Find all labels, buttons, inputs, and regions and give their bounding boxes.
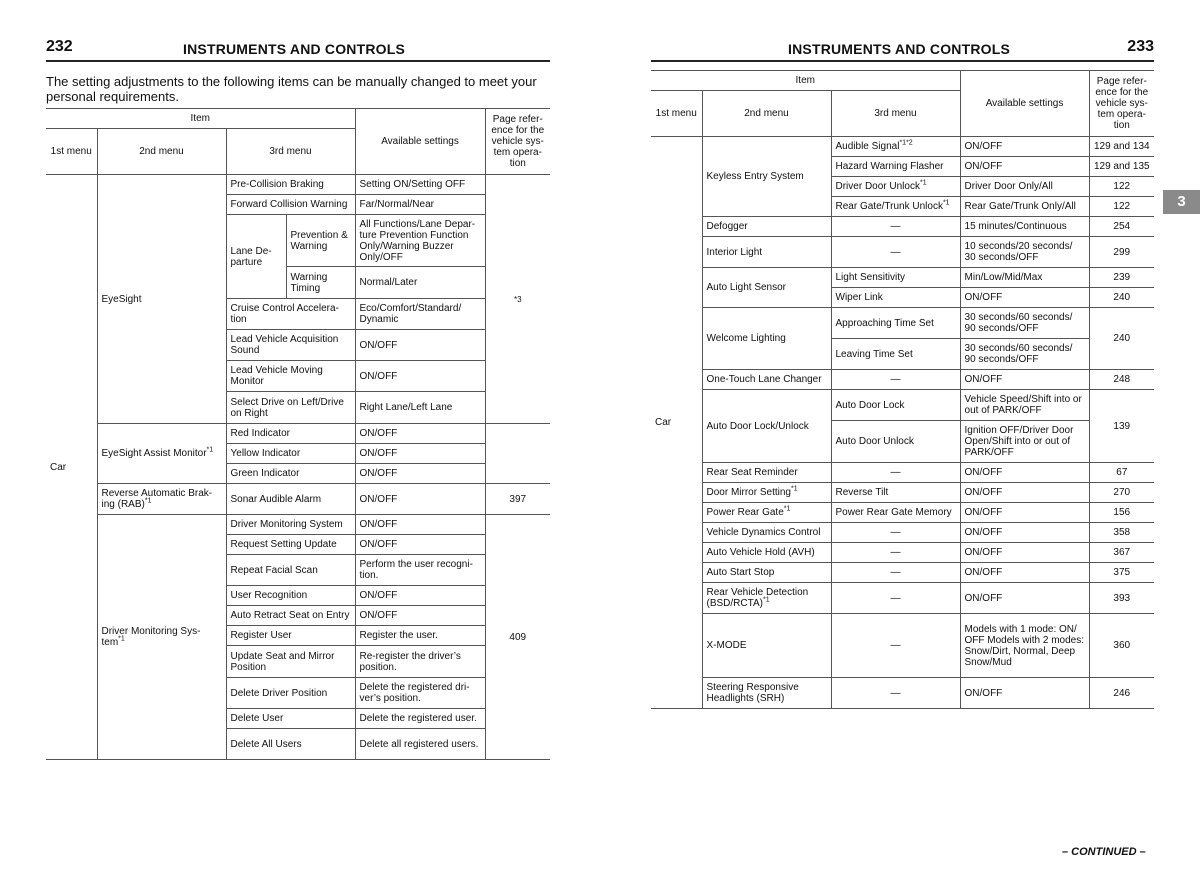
third-menu: Cruise Control Accelera-tion bbox=[226, 299, 355, 330]
second-menu: Auto Start Stop bbox=[702, 563, 831, 583]
third-menu: Leaving Time Set bbox=[831, 339, 960, 370]
third-menu: Sonar Audible Alarm bbox=[226, 484, 355, 515]
third-menu: Prevention & Warning bbox=[286, 215, 355, 267]
page-ref: 393 bbox=[1089, 583, 1154, 614]
second-menu: Interior Light bbox=[702, 237, 831, 268]
setting: ON/OFF bbox=[355, 606, 485, 626]
page-ref: 240 bbox=[1089, 288, 1154, 308]
third-menu: Forward Collision Warning bbox=[226, 195, 355, 215]
header-3rd-menu: 3rd menu bbox=[831, 91, 960, 137]
setting: ON/OFF bbox=[960, 370, 1089, 390]
third-menu: Lead Vehicle Acquisition Sound bbox=[226, 330, 355, 361]
second-menu: Auto Light Sensor bbox=[702, 268, 831, 308]
header-2nd-menu: 2nd menu bbox=[97, 129, 226, 175]
third-menu: Request Setting Update bbox=[226, 535, 355, 555]
driver-monitoring-label: Driver Monitoring Sys-tem$^{*1}$ bbox=[97, 515, 226, 760]
setting: ON/OFF bbox=[355, 424, 485, 444]
third-menu: Red Indicator bbox=[226, 424, 355, 444]
setting: Normal/Later bbox=[355, 267, 485, 299]
second-menu: Steering Responsive Headlights (SRH) bbox=[702, 678, 831, 709]
first-menu-car: Car bbox=[651, 137, 702, 709]
setting: ON/OFF bbox=[960, 503, 1089, 523]
header-settings: Available settings bbox=[960, 71, 1089, 137]
setting: 15 minutes/Continuous bbox=[960, 217, 1089, 237]
rab-page-ref: 397 bbox=[485, 484, 550, 515]
setting: 10 seconds/20 seconds/ 30 seconds/OFF bbox=[960, 237, 1089, 268]
third-menu: Repeat Facial Scan bbox=[226, 555, 355, 586]
page-ref: 367 bbox=[1089, 543, 1154, 563]
setting: Vehicle Speed/Shift into or out of PARK/OFF bbox=[960, 390, 1089, 421]
third-menu: Driver Monitoring System bbox=[226, 515, 355, 535]
setting: ON/OFF bbox=[960, 543, 1089, 563]
setting: Rear Gate/Trunk Only/All bbox=[960, 197, 1089, 217]
setting: ON/OFF bbox=[355, 444, 485, 464]
third-menu: Power Rear Gate Memory bbox=[831, 503, 960, 523]
setting: Register the user. bbox=[355, 626, 485, 646]
third-menu: Delete Driver Position bbox=[226, 678, 355, 709]
header-page-ref: Page refer-ence for the vehicle sys-tem opera-tion bbox=[485, 109, 550, 175]
third-menu: Auto Retract Seat on Entry bbox=[226, 606, 355, 626]
second-menu: Welcome Lighting bbox=[702, 308, 831, 370]
third-menu: Delete All Users bbox=[226, 729, 355, 760]
rab-label: Reverse Automatic Brak-ing (RAB)$^{*1}$ bbox=[97, 484, 226, 515]
second-menu: Auto Vehicle Hold (AVH) bbox=[702, 543, 831, 563]
page-header-left bbox=[46, 38, 550, 62]
third-menu: Yellow Indicator bbox=[226, 444, 355, 464]
driver-monitoring-page-ref: 409 bbox=[485, 515, 550, 760]
setting: ON/OFF bbox=[960, 678, 1089, 709]
page-title: INSTRUMENTS AND CONTROLS bbox=[788, 41, 1011, 57]
third-menu: Reverse Tilt bbox=[831, 483, 960, 503]
keyless-label: Keyless Entry System bbox=[702, 137, 831, 217]
assist-monitor-label: EyeSight Assist Monitor$^{*1}$ bbox=[97, 424, 226, 484]
page-ref: 239 bbox=[1089, 268, 1154, 288]
second-menu: Rear Vehicle Detection (BSD/RCTA)$^{*1}$ bbox=[702, 583, 831, 614]
setting: ON/OFF bbox=[960, 563, 1089, 583]
header-2nd-menu: 2nd menu bbox=[702, 91, 831, 137]
setting: ON/OFF bbox=[355, 586, 485, 606]
setting: Right Lane/Left Lane bbox=[355, 392, 485, 424]
section-tab: 3 bbox=[1163, 190, 1200, 214]
header-settings: Available settings bbox=[355, 109, 485, 175]
setting: Min/Low/Mid/Max bbox=[960, 268, 1089, 288]
setting: Delete the registered dri-ver’s position. bbox=[355, 678, 485, 709]
second-menu: X-MODE bbox=[702, 614, 831, 678]
setting: All Functions/Lane Depar-ture Prevention Function Only/Warning Buzzer Only/OFF bbox=[355, 215, 485, 267]
setting: Driver Door Only/All bbox=[960, 177, 1089, 197]
setting: Setting ON/Setting OFF bbox=[355, 175, 485, 195]
third-menu: — bbox=[831, 543, 960, 563]
setting: Delete all registered users. bbox=[355, 729, 485, 760]
third-menu: — bbox=[831, 463, 960, 483]
third-menu: — bbox=[831, 523, 960, 543]
setting: Perform the user recogni-tion. bbox=[355, 555, 485, 586]
setting: ON/OFF bbox=[355, 484, 485, 515]
setting: ON/OFF bbox=[960, 157, 1089, 177]
setting: ON/OFF bbox=[355, 464, 485, 484]
third-menu: Select Drive on Left/Drive on Right bbox=[226, 392, 355, 424]
setting: ON/OFF bbox=[960, 288, 1089, 308]
setting: ON/OFF bbox=[960, 463, 1089, 483]
third-menu: Lead Vehicle Moving Monitor bbox=[226, 361, 355, 392]
third-menu: Update Seat and Mirror Position bbox=[226, 646, 355, 678]
page-header-right bbox=[651, 38, 1154, 62]
page-ref: 67 bbox=[1089, 463, 1154, 483]
page-ref: 254 bbox=[1089, 217, 1154, 237]
page-title: INSTRUMENTS AND CONTROLS bbox=[183, 41, 406, 57]
third-menu: Hazard Warning Flasher bbox=[831, 157, 960, 177]
header-page-ref: Page refer-ence for the vehicle sys-tem opera-tion bbox=[1089, 71, 1154, 137]
setting: Delete the registered user. bbox=[355, 709, 485, 729]
third-menu: — bbox=[831, 614, 960, 678]
third-menu: — bbox=[831, 237, 960, 268]
page-ref: 248 bbox=[1089, 370, 1154, 390]
continued-label: – CONTINUED – bbox=[1062, 846, 1146, 858]
first-menu-car: Car bbox=[46, 175, 97, 760]
setting: ON/OFF bbox=[960, 137, 1089, 157]
page-number: 232 bbox=[46, 38, 73, 55]
third-menu: Auto Door Unlock bbox=[831, 421, 960, 463]
second-menu: Auto Door Lock/Unlock bbox=[702, 390, 831, 463]
third-menu: Audible Signal$^{*1*2}$ bbox=[831, 137, 960, 157]
second-menu: Power Rear Gate$^{*1}$ bbox=[702, 503, 831, 523]
second-menu: Door Mirror Setting$^{*1}$ bbox=[702, 483, 831, 503]
third-menu: Approaching Time Set bbox=[831, 308, 960, 339]
eyesight-label: EyeSight bbox=[97, 175, 226, 424]
setting: Models with 1 mode: ON/ OFF Models with 2 modes: Snow/Dirt, Normal, Deep Snow/Mud bbox=[960, 614, 1089, 678]
third-menu: Warning Timing bbox=[286, 267, 355, 299]
setting: 30 seconds/60 seconds/ 90 seconds/OFF bbox=[960, 308, 1089, 339]
setting: Eco/Comfort/Standard/ Dynamic bbox=[355, 299, 485, 330]
eyesight-page-ref: *3 bbox=[485, 175, 550, 424]
header-1st-menu: 1st menu bbox=[46, 129, 97, 175]
setting: 30 seconds/60 seconds/ 90 seconds/OFF bbox=[960, 339, 1089, 370]
setting: ON/OFF bbox=[355, 535, 485, 555]
second-menu: Rear Seat Reminder bbox=[702, 463, 831, 483]
second-menu: One-Touch Lane Changer bbox=[702, 370, 831, 390]
third-menu: Wiper Link bbox=[831, 288, 960, 308]
setting: Ignition OFF/Driver Door Open/Shift into or out of PARK/OFF bbox=[960, 421, 1089, 463]
page-ref: 122 bbox=[1089, 197, 1154, 217]
settings-table-right bbox=[651, 70, 1154, 709]
third-menu: Pre-Collision Braking bbox=[226, 175, 355, 195]
third-menu: Auto Door Lock bbox=[831, 390, 960, 421]
intro-text: The setting adjustments to the following items can be manually changed to meet your personal requirements. bbox=[46, 74, 537, 104]
third-menu: — bbox=[831, 678, 960, 709]
setting: ON/OFF bbox=[355, 361, 485, 392]
page-ref: 129 and 135 bbox=[1089, 157, 1154, 177]
third-menu: — bbox=[831, 583, 960, 614]
third-menu: — bbox=[831, 563, 960, 583]
page-number: 233 bbox=[1127, 38, 1154, 55]
third-menu: Delete User bbox=[226, 709, 355, 729]
setting: ON/OFF bbox=[355, 330, 485, 361]
page-ref-empty bbox=[485, 424, 550, 484]
header-1st-menu: 1st menu bbox=[651, 91, 702, 137]
header-item: Item bbox=[651, 71, 960, 91]
page-ref: 270 bbox=[1089, 483, 1154, 503]
third-menu: Green Indicator bbox=[226, 464, 355, 484]
setting: ON/OFF bbox=[355, 515, 485, 535]
page-ref: 375 bbox=[1089, 563, 1154, 583]
page-ref: 299 bbox=[1089, 237, 1154, 268]
setting: ON/OFF bbox=[960, 583, 1089, 614]
third-menu: Rear Gate/Trunk Unlock$^{*1}$ bbox=[831, 197, 960, 217]
page-ref: 129 and 134 bbox=[1089, 137, 1154, 157]
settings-table-left bbox=[46, 108, 550, 760]
setting: Re-register the driver’s position. bbox=[355, 646, 485, 678]
third-menu: Light Sensitivity bbox=[831, 268, 960, 288]
header-3rd-menu: 3rd menu bbox=[226, 129, 355, 175]
third-menu: — bbox=[831, 217, 960, 237]
third-menu: User Recognition bbox=[226, 586, 355, 606]
page-ref: 246 bbox=[1089, 678, 1154, 709]
page-ref: 156 bbox=[1089, 503, 1154, 523]
setting: ON/OFF bbox=[960, 483, 1089, 503]
third-menu: — bbox=[831, 370, 960, 390]
second-menu: Defogger bbox=[702, 217, 831, 237]
page-ref: 122 bbox=[1089, 177, 1154, 197]
page-ref: 358 bbox=[1089, 523, 1154, 543]
setting: Far/Normal/Near bbox=[355, 195, 485, 215]
page-ref: 240 bbox=[1089, 308, 1154, 370]
lane-departure-label: Lane De-parture bbox=[226, 215, 286, 299]
third-menu: Register User bbox=[226, 626, 355, 646]
page-ref: 139 bbox=[1089, 390, 1154, 463]
page-ref: 360 bbox=[1089, 614, 1154, 678]
second-menu: Vehicle Dynamics Control bbox=[702, 523, 831, 543]
setting: ON/OFF bbox=[960, 523, 1089, 543]
header-item: Item bbox=[46, 109, 355, 129]
third-menu: Driver Door Unlock$^{*1}$ bbox=[831, 177, 960, 197]
